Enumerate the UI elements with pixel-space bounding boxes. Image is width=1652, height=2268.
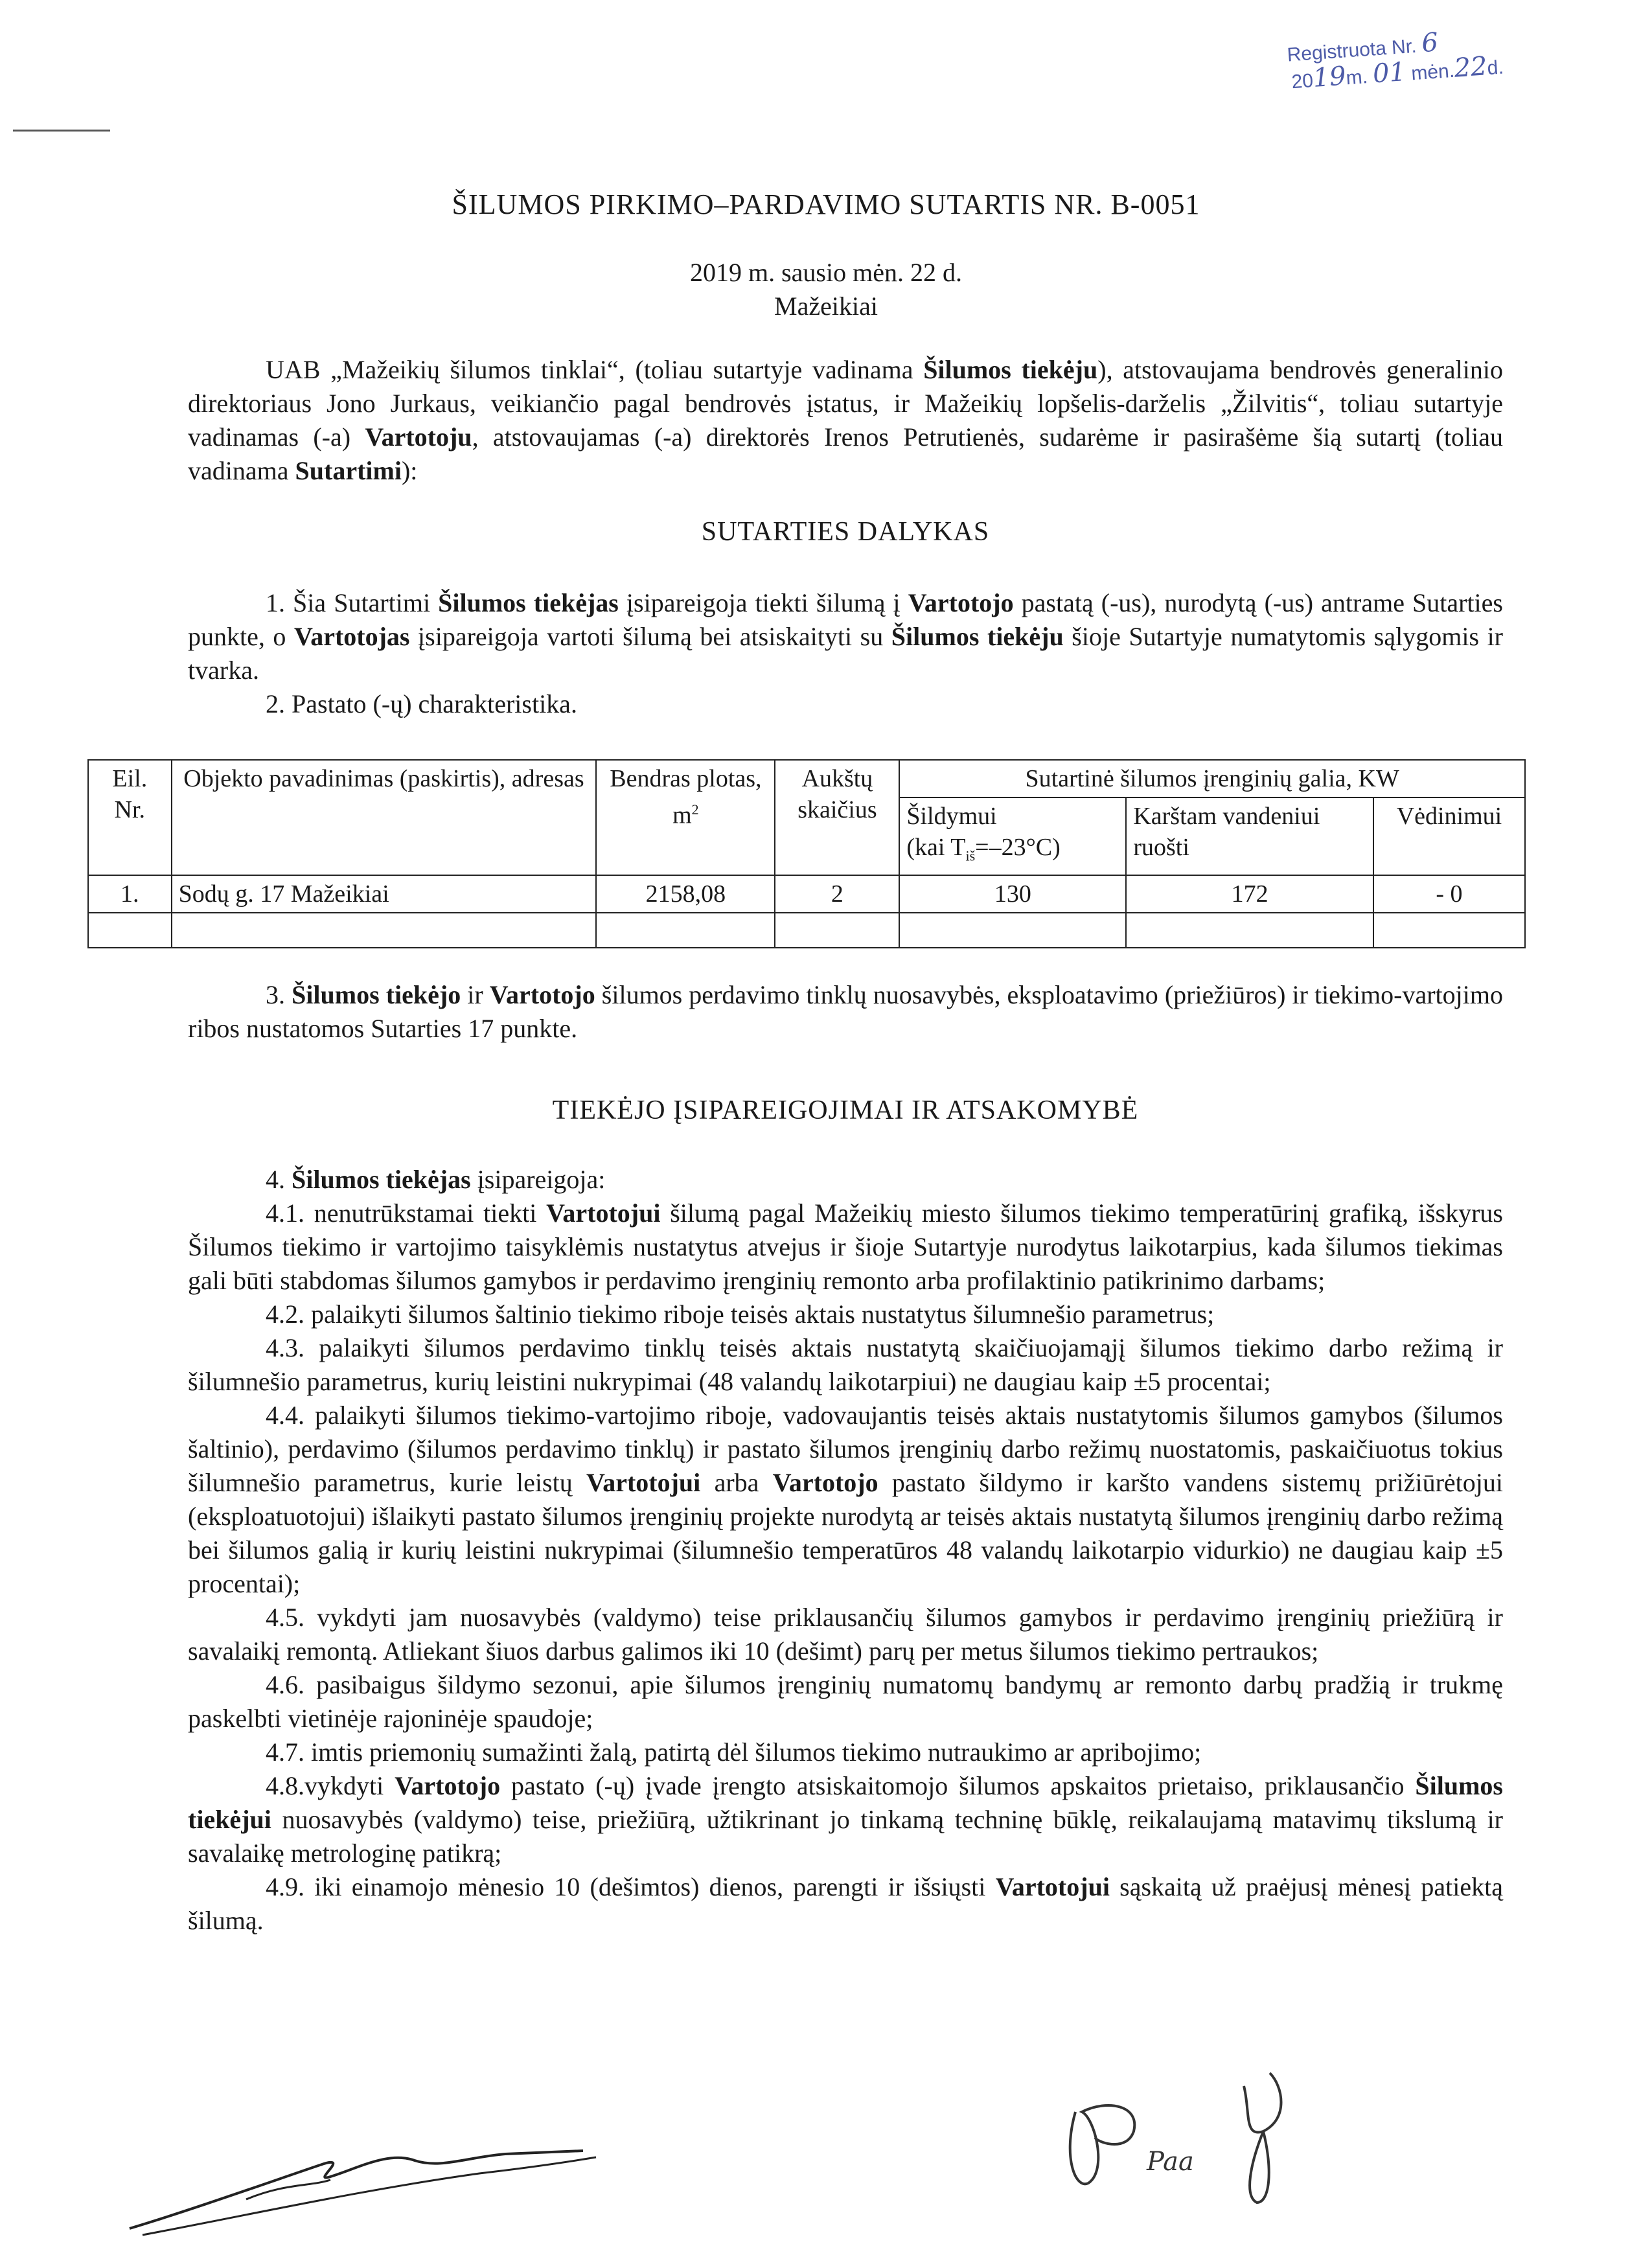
signature-left-stroke xyxy=(117,2138,609,2241)
clause-4-1: 4.1. nenutrūkstamai tiekti Vartotojui šilumą pagal Mažeikių miesto šilumos tiekimo temperatūrinį grafiką, išskyrus Šilumos tiekimo ir vartojimo taisyklėmis nustatytus atvejus ir šioje Sutartyje nurodytus laikotarpius, kada šilumos tiekimas gali būti stabdomas šilumos gamybos ir perdavimo įrenginių remonto arba profilaktinio patikrinimo darbams; xyxy=(188,1198,1503,1295)
cell-hotwater: 172 xyxy=(1126,875,1373,913)
section-title-subject: SUTARTIES DALYKAS xyxy=(701,517,990,547)
intro-paragraph: UAB „Mažeikių šilumos tinklai“, (toliau sutartyje vadinama Šilumos tiekėju), atstovaujama bendrovės generalinio direktoriaus Jono Jurkaus, veikiančio pagal bendrovės įstatus, ir Mažeikių lopšelis-darželis „Žilvitis“, toliau sutartyje vadinamas (-a) Vartotoju, atstovaujamas (-a) direktorės Irenos Petrutienės, sudarėme ir pasirašėme šią sutartį (toliau vadinama Sutartimi): xyxy=(188,355,1504,485)
header-hotwater: Karštam vandeniui ruošti xyxy=(1126,797,1373,875)
header-object: Objekto pavadinimas (paskirtis), adresas xyxy=(172,760,597,875)
clause-4-5: 4.5. vykdyti jam nuosavybės (valdymo) teise priklausančių šilumos gamybos ir perdavimo įrenginių priežiūrą ir savalaikį remontą. Atliekant šiuos darbus galimos iki 10 (dešimt) parų per metus šilumos tiekimo pertraukos; xyxy=(188,1603,1503,1666)
header-ventilation: Vėdinimui xyxy=(1373,797,1525,875)
cell-area: 2158,08 xyxy=(596,875,775,913)
clause-4-block xyxy=(188,1163,1503,1938)
cell-floors: 2 xyxy=(775,875,899,913)
table-row-empty xyxy=(88,913,1525,948)
scan-mark xyxy=(13,130,110,132)
intro-block xyxy=(188,353,1503,488)
clause-3-block xyxy=(188,978,1503,1046)
section-subject xyxy=(188,515,1503,549)
clause-4-6: 4.6. pasibaigus šildymo sezonui, apie šilumos įrenginių numatomų bandymų ar remonto darbų pradžią ir trukmę paskelbti vietinėje rajoninėje spaudoje; xyxy=(188,1670,1503,1733)
signature-left xyxy=(117,2138,609,2245)
header-nr: Eil. Nr. xyxy=(88,760,172,875)
clause-4: 4. Šilumos tiekėjas įsipareigoja: xyxy=(266,1165,606,1194)
cell-ventilation: - 0 xyxy=(1373,875,1525,913)
section-obligations xyxy=(188,1094,1503,1127)
cell-heating: 130 xyxy=(899,875,1126,913)
signature-right-initials: Paa xyxy=(1147,2147,1194,2177)
header-power: Sutartinė šilumos įrenginių galia, KW xyxy=(899,760,1525,797)
contract-place: Mažeikiai xyxy=(774,292,878,321)
registration-stamp: Registruota Nr. 6 2019m. 01 mėn.22d. xyxy=(1286,27,1504,93)
header-area: Bendras plotas, $m^2$ xyxy=(596,760,775,875)
section-title-obligations: TIEKĖJO ĮSIPAREIGOJIMAI IR ATSAKOMYBĖ xyxy=(552,1095,1139,1125)
building-table xyxy=(87,759,1526,948)
clause-4-4: 4.4. palaikyti šilumos tiekimo-vartojimo riboje, vadovaujantis teisės aktais nustatytomis šilumos gamybos (šilumos šaltinio), perdavimo (šilumos perdavimo tinklų) ir pastato šilumos įrenginių darbo režimų nuostatomis, paskaičiuotus tokius šilumnešio parametrus, kurie leistų Vartotojui arba Vartotojo pastato šildymo ir karšto vandens sistemų prižiūrėtojui (eksploatuotojui) išlaikyti pastato šilumos įrenginių projekte nurodytą ar teisės aktais nustatytą šilumos įrenginių darbo režimą bei šilumos galią ir kurių leistini nukrypimai (šilumnešio temperatūros 48 valandų laikotarpio vidurkio) ne daugiau kaip ±5 procentai); xyxy=(188,1401,1503,1598)
date-place xyxy=(0,256,1652,323)
signature-right-stroke xyxy=(1050,2060,1322,2216)
clause-3: 3. Šilumos tiekėjo ir Vartotojo šilumos perdavimo tinklų nuosavybės, eksploatavimo (priežiūros) ir tiekimo-vartojimo ribos nustatomos Sutarties 17 punkte. xyxy=(188,980,1504,1043)
cell-object: Sodų g. 17 Mažeikiai xyxy=(172,875,597,913)
header-heating: Šildymui (kai $T_{iš}=-23^\circ C$) xyxy=(899,797,1126,875)
clause-4-3: 4.3. palaikyti šilumos perdavimo tinklų teisės aktais nustatytą skaičiuojamąjį šilumos tiekimo darbo režimą ir šilumnešio parametrus, kurių leistini nukrypimai (48 valandų laikotarpiui) ne daugiau kaip ±5 procentai; xyxy=(188,1333,1503,1396)
clause-1: 1. Šia Sutartimi Šilumos tiekėjas įsipareigoja tiekti šilumą į Vartotojo pastatą (-us), nurodytą (-us) antrame Sutarties punkte, o Vartotojas įsipareigoja vartoti šilumą bei atsiskaityti su Šilumos tiekėju šioje Sutartyje numatytomis sąlygomis ir tvarka. xyxy=(188,588,1503,685)
clause-4-9: 4.9. iki einamojo mėnesio 10 (dešimtos) dienos, parengti ir išsiųsti Vartotojui sąskaitą už praėjusį mėnesį patiektą šilumą. xyxy=(188,1872,1503,1935)
header-floors: Aukštų skaičius xyxy=(775,760,899,875)
signature-right xyxy=(1050,2060,1322,2219)
clause-4-8: 4.8.vykdyti Vartotojo pastato (-ų) įvade įrengto atsiskaitomojo šilumos apskaitos prietaiso, priklausančio Šilumos tiekėjui nuosavybės (valdymo) teise, priežiūrą, užtikrinant jo tinkamą techninę būklę, reikalaujamą matavimų tikslumą ir savalaikę metrologinę patikrą; xyxy=(188,1771,1503,1868)
contract-date: 2019 m. sausio mėn. 22 d. xyxy=(690,258,962,287)
cell-nr: 1. xyxy=(88,875,172,913)
clause-4-7: 4.7. imtis priemonių sumažinti žalą, patirtą dėl šilumos tiekimo nutraukimo ar apribojimo; xyxy=(266,1737,1202,1767)
clauses-1-2 xyxy=(188,586,1503,721)
stamp-number: 6 xyxy=(1420,27,1440,59)
document-title: ŠILUMOS PIRKIMO–PARDAVIMO SUTARTIS NR. B-0051 xyxy=(452,189,1200,220)
clause-4-2: 4.2. palaikyti šilumos šaltinio tiekimo riboje teisės aktais nustatytus šilumnešio parametrus; xyxy=(266,1300,1215,1329)
clause-2: 2. Pastato (-ų) charakteristika. xyxy=(266,689,577,718)
table-row xyxy=(88,875,1525,913)
